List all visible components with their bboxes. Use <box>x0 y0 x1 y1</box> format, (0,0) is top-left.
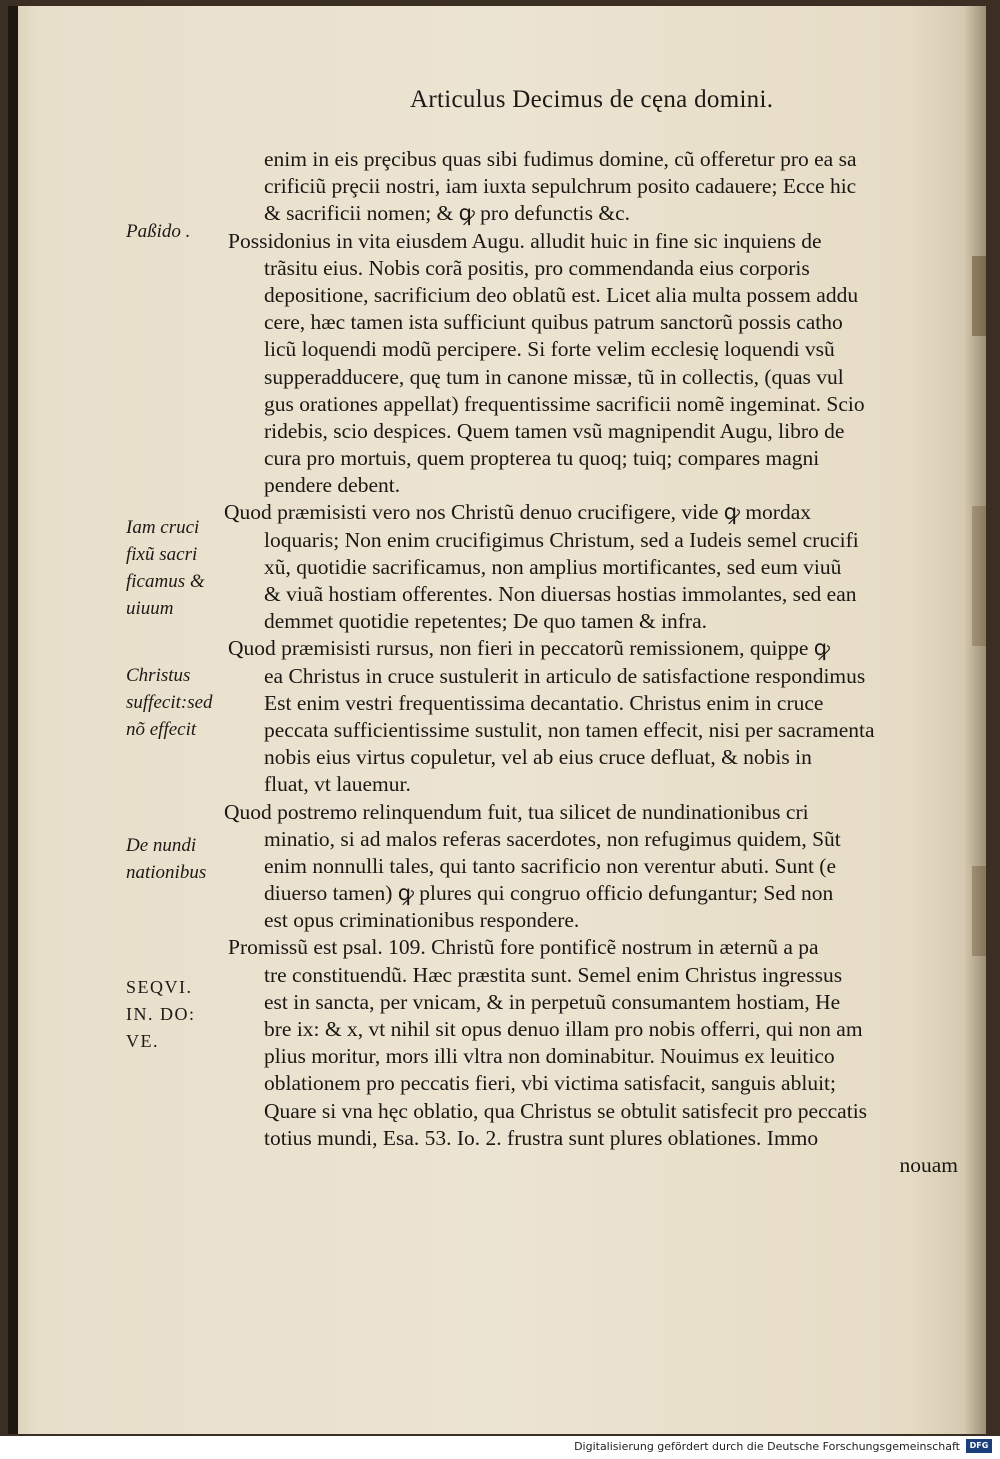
margin-note-line: fixũ sacri <box>126 544 198 565</box>
text-line: cere, hæc tamen ista sufficiunt quibus patrum sanctorũ possis catho <box>264 310 843 335</box>
text-line: enim nonnulli tales, qui tanto sacrificio non verentur abuti. Sunt (e <box>264 853 837 878</box>
text-line: plius moritur, mors illi vltra non dominabitur. Nouimus ex leuitico <box>264 1044 835 1069</box>
text-line: cura pro mortuis, quem propterea tu quoq; tuiq; compares magni <box>264 446 820 471</box>
catchword-note <box>126 974 244 1055</box>
body-text <box>224 146 966 1179</box>
page-edge-shadow <box>972 866 986 956</box>
digitization-credit: Digitalisierung gefördert durch die Deutsche Forschungsgemeinschaft <box>574 1440 960 1453</box>
text-line: Quare si vna hęc oblatio, qua Christus se obtulit satisfecit pro peccatis <box>264 1098 868 1123</box>
text-line: loquaris; Non enim crucifigimus Christum, sed a Iudeis semel crucifi <box>264 527 859 552</box>
text-line: est opus criminationibus respondere. <box>264 908 580 933</box>
paragraph-start-line: Promissũ est psal. 109. Christũ fore pontificẽ nostrum in æternũ a pa <box>228 935 819 960</box>
margin-note-line: ficamus & <box>126 571 205 592</box>
text-line: xũ, quotidie sacrificamus, non amplius mortificantes, sed eum viuũ <box>264 554 842 579</box>
paragraph-start-line: Quod præmisisti vero nos Christũ denuo crucifigere, vide ꝙ mordax <box>224 500 811 525</box>
text-line: pendere debent. <box>264 473 401 498</box>
text-line: trãsitu eius. Nobis corã positis, pro commendanda eius corporis <box>264 255 810 280</box>
margin-note-line: VE. <box>126 1031 159 1051</box>
text-line: demmet quotidie repetentes; De quo tamen & infra. <box>264 609 707 634</box>
text-line: tre constituendũ. Hæc præstita sunt. Semel enim Christus ingressus <box>264 962 843 987</box>
text-line: crificiũ prȩcii nostri, iam iuxta sepulchrum posito cadauere; Ecce hic <box>264 174 857 199</box>
footer-bar <box>0 1436 1000 1459</box>
text-line: ea Christus in cruce sustulerit in articulo de satisfactione respondimus <box>264 663 866 688</box>
text-line: minatio, si ad malos referas sacerdotes, non refugimus quidem, Sũt <box>264 826 841 851</box>
text-line: peccata sufficientissime sustulit, non tamen effecit, nisi per sacramenta <box>264 717 875 742</box>
page-edge-shadow <box>972 256 986 336</box>
paragraph-start-line: Quod præmisisti rursus, non fieri in peccatorũ remissionem, quippe ꝙ <box>228 636 830 661</box>
dfg-logo: DFG <box>966 1439 992 1453</box>
margin-note <box>126 514 244 622</box>
margin-note-line: SEQVI. <box>126 977 193 997</box>
margin-note-line: Paßido . <box>126 221 191 242</box>
text-line: & viuã hostiam offerentes. Non diuersas hostias immolantes, sed ean <box>264 582 857 606</box>
margin-note <box>126 832 244 886</box>
text-line: fluat, vt lauemur. <box>264 772 411 797</box>
page-edge-shadow <box>972 506 986 646</box>
text-line: oblationem pro peccatis fieri, vbi victima satisfacit, sanguis abluit; <box>264 1071 836 1096</box>
text-line: totius mundi, Esa. 53. Io. 2. frustra sunt plures oblationes. Immo <box>264 1125 819 1150</box>
scanned-page <box>8 6 986 1434</box>
text-line: supperadducere, quę tum in canone missæ, tũ in collectis, (quas vul <box>264 364 844 389</box>
margin-note <box>126 218 244 245</box>
running-header: Articulus Decimus de cęna domini. <box>410 86 774 113</box>
margin-note <box>126 662 244 743</box>
text-line: licũ loquendi modũ percipere. Si forte velim ecclesię loquendi vsũ <box>264 337 835 362</box>
text-line: Est enim vestri frequentissima decantatio. Christus enim in cruce <box>264 690 824 715</box>
text-line: bre ix: & x, vt nihil sit opus denuo illam pro nobis offerri, qui non am <box>264 1017 863 1041</box>
text-line: diuerso tamen) ꝙ plures qui congruo officio defungantur; Sed non <box>264 881 834 906</box>
text-line: ridebis, scio despices. Quem tamen vsũ magnipendit Augu, libro de <box>264 418 845 443</box>
margin-note-line: IN. DO: <box>126 1004 196 1024</box>
margin-note-line: Christus <box>126 665 191 686</box>
paragraph-start-line: Possidonius in vita eiusdem Augu. alludit huic in fine sic inquiens de <box>228 228 822 253</box>
margin-note-line: nõ effecit <box>126 719 197 740</box>
text-line: enim in eis prȩcibus quas sibi fudimus domine, cũ offeretur pro ea sa <box>264 147 857 171</box>
text-line: nobis eius virtus copuletur, vel ab eius cruce defluat, & nobis in <box>264 745 812 770</box>
margin-note-line: De nundi <box>126 835 197 856</box>
margin-note-line: uiuum <box>126 598 174 619</box>
paragraph-start-line: Quod postremo relinquendum fuit, tua silicet de nundinationibus cri <box>224 799 809 824</box>
margin-note-line: Iam cruci <box>126 517 200 538</box>
text-line: & sacrificii nomen; & ꝙ pro defunctis &c. <box>264 201 631 226</box>
catchword: nouam <box>899 1152 958 1177</box>
text-line: gus orationes appellat) frequentissime sacrificii nomẽ ingeminat. Scio <box>264 391 865 416</box>
margin-note-line: nationibus <box>126 862 207 883</box>
text-line: depositione, sacrificium deo oblatũ est. Licet alia multa possem addu <box>264 282 859 307</box>
text-line: est in sancta, per vnicam, & in perpetuũ consumantem hostiam, He <box>264 989 841 1014</box>
margin-note-line: suffecit:sed <box>126 692 213 713</box>
